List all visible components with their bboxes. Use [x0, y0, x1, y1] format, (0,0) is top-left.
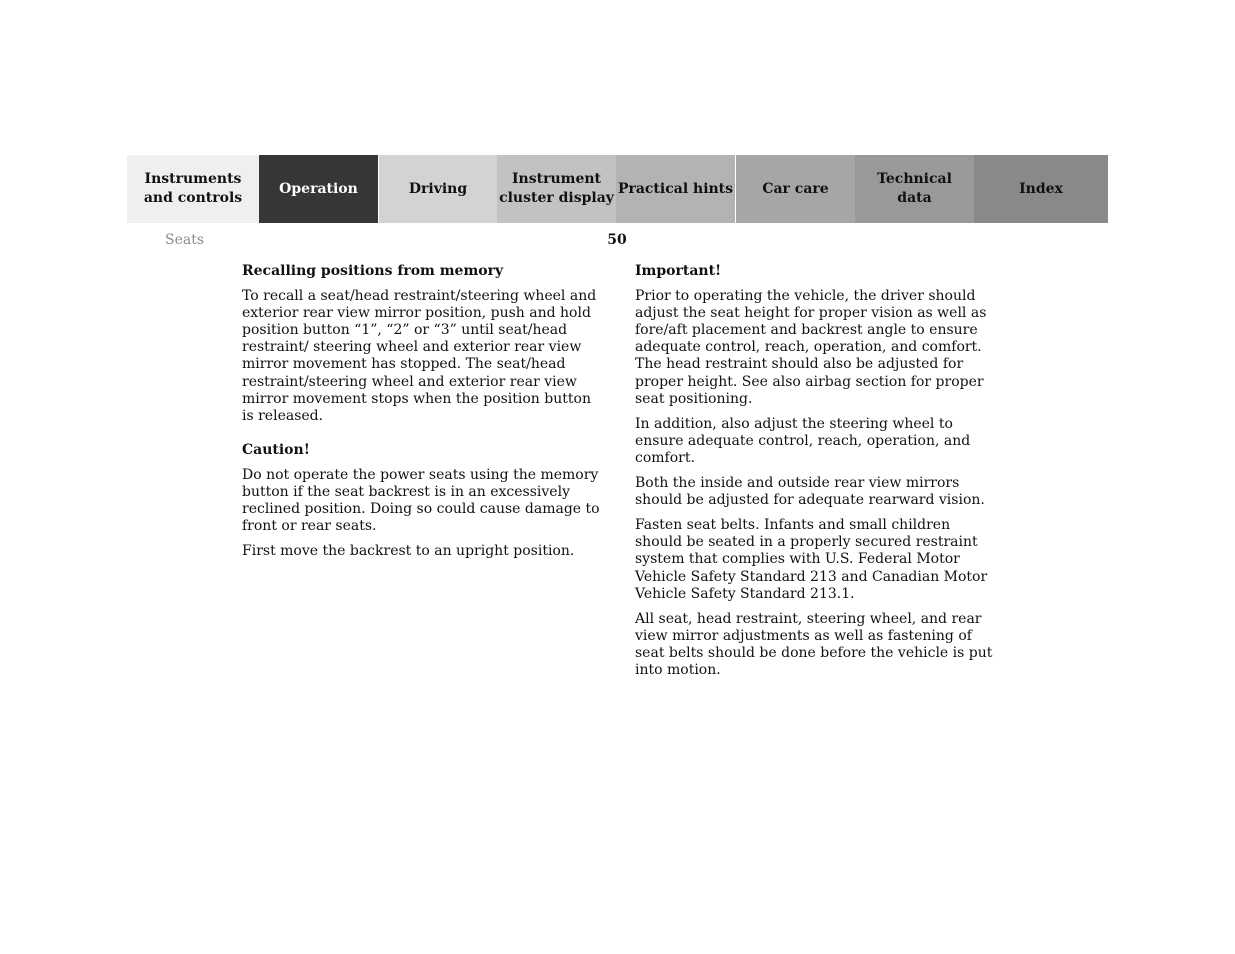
important-paragraph: Both the inside and outside rear view mirrors should be adjusted for adequate rearward vision.: [635, 475, 985, 509]
left-column: [242, 263, 607, 568]
important-paragraph: In addition, also adjust the steering wheel to ensure adequate control, reach, operation, and comfort.: [635, 415, 971, 466]
tab-car-care[interactable]: [736, 155, 855, 223]
tab-instruments-and-controls[interactable]: [127, 155, 259, 223]
memory-heading: Recalling positions from memory: [242, 263, 504, 279]
important-paragraph: All seat, head restraint, steering wheel, and rear view mirror adjustments as well as fastening of seat belts should be done before the vehicle is put into motion.: [635, 610, 993, 678]
memory-paragraph: To recall a seat/head restraint/steering wheel and exterior rear view mirror position, push and hold position button “1”, “2” or “3” until seat/head restraint/ steering wheel and exterior rear view mirror movement has stopped. The seat/head restraint/steering wheel and exterior rear view mirror movement stops when the position button is released.: [242, 288, 597, 424]
important-paragraph: Prior to operating the vehicle, the driver should adjust the seat height for proper vision as well as fore/aft placement and backrest angle to ensure adequate control, reach, operation, and comfort. The head restraint should also be adjusted for proper height. See also airbag section for proper seat positioning.: [635, 288, 987, 407]
caution-paragraph: First move the backrest to an upright position.: [242, 543, 575, 560]
tab-operation[interactable]: [259, 155, 378, 223]
tab-label: Operation: [279, 180, 358, 197]
tab-driving[interactable]: [378, 155, 497, 223]
tab-label: Instruments and controls: [143, 171, 243, 206]
tab-label: Technical data: [877, 171, 952, 206]
tab-technical-data[interactable]: [855, 155, 974, 223]
important-paragraph: Fasten seat belts. Infants and small children should be seated in a properly secured restraint system that complies with U.S. Federal Motor Vehicle Safety Standard 213 and Canadian Motor Vehicle Safety Standard 213.1.: [635, 517, 988, 602]
section-title: Seats: [165, 232, 205, 248]
tab-instrument-cluster-display[interactable]: [497, 155, 616, 223]
tab-practical-hints[interactable]: [616, 155, 736, 223]
tab-index[interactable]: [974, 155, 1108, 223]
tab-label: Car care: [762, 180, 829, 197]
caution-heading: Caution!: [242, 441, 310, 458]
caution-paragraph: Do not operate the power seats using the memory button if the seat backrest is in an excessively reclined position. Doing so could cause damage to front or rear seats.: [242, 466, 600, 535]
tab-label: Practical hints: [617, 180, 734, 197]
tab-label: Instrument cluster display: [499, 171, 614, 206]
right-column: [635, 263, 1000, 687]
tab-label: Index: [1019, 180, 1063, 197]
important-heading: Important!: [635, 263, 722, 279]
chapter-tab-bar: [127, 155, 1108, 223]
page-number: 50: [607, 232, 627, 248]
tab-label: Driving: [408, 180, 468, 197]
